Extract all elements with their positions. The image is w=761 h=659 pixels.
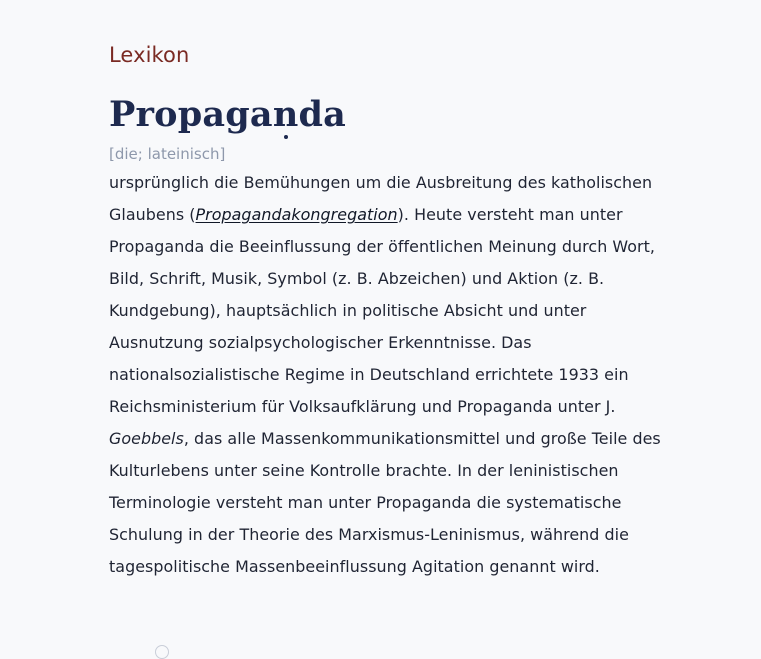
partial-circle-icon (155, 645, 169, 659)
lexikon-entry (109, 40, 679, 583)
headword-stressed-letter: n (273, 92, 299, 138)
headword-part-2: da (298, 94, 347, 135)
definition-text-3: , das alle Massenkommunikationsmittel und große Teile des Kulturlebens unter seine Kontrolle brachte. In der leninistischen Terminologie versteht man unter Propaganda die systematische Schulung in der Theorie des Marxismus-Leninismus, während die tagespolitische Massenbeeinflussung Agitation genannt wird. (109, 429, 661, 576)
person-name-goebbels: Goebbels (109, 429, 184, 448)
propagandakongregation-link[interactable]: Propagandakongregation (195, 205, 398, 224)
definition-text-2: ). Heute versteht man unter Propaganda die Beeinflussung der öffentlichen Meinung durch Wort, Bild, Schrift, Musik, Symbol (z. B. Abzeichen) und Aktion (z. B. Kundgebung), hauptsächlich in politische Absicht und unter Ausnutzung sozialpsychologischer Erkenntnisse. Das nationalsozialistische Regime in Deutschland errichtete 1933 ein Reichsministerium für Volksaufklärung und Propaganda unter J. (109, 205, 655, 416)
entry-headword (109, 92, 679, 138)
grammar-info: [die; lateinisch] (109, 145, 226, 163)
entry-definition (109, 167, 679, 583)
definition-text-1: ursprünglich die Bemühungen um die Ausbreitung des katholischen Glaubens ( (109, 173, 653, 224)
headword-part-1: Propaga (109, 94, 273, 135)
section-label: Lexikon (109, 43, 190, 67)
